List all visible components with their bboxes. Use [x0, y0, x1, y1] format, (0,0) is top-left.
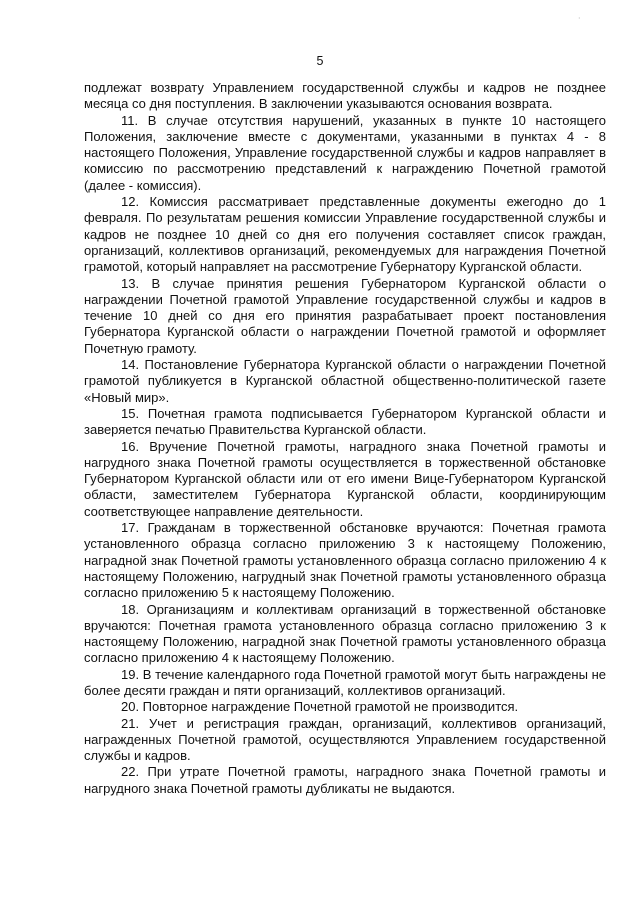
- document-body: [84, 80, 606, 797]
- paragraph-17: 17. Гражданам в торжественной обстановке вручаются: Почетная грамота установленного образца согласно приложению 3 к настоящему Положению, наградной знак Почетной грамоты установленного образца согласно приложению 4 к настоящему Положению, нагрудный знак Почетной грамоты установленного образца согласно приложению 5 к настоящему Положению.: [84, 520, 606, 601]
- paragraph-16: 16. Вручение Почетной грамоты, наградного знака Почетной грамоты и нагрудного знака Почетной грамоты осуществляется в торжественной обстановке Губернатором Курганской области или от его имени Вице-Губернатором Курганской области, заместителем Губернатора Курганской области, координирующим соответствующее направление деятельности.: [84, 438, 606, 519]
- paragraph-11: 11. В случае отсутствия нарушений, указанных в пункте 10 настоящего Положения, заключение вместе с документами, указанными в пунктах 4 - 8 настоящего Положения, Управление государственной службы и кадров направляет в комиссию по рассмотрению представлений к награждению Почетной грамотой (далее - комиссия).: [84, 112, 606, 193]
- page-number: 5: [316, 54, 324, 68]
- paragraph-12: 12. Комиссия рассматривает представленные документы ежегодно до 1 февраля. По результатам решения комиссии Управление государственной службы и кадров не позднее 10 дней со дня его получения составляет список граждан, организаций, коллективов организаций, рекомендуемых для награждения Почетной грамотой, который направляет на рассмотрение Губернатору Курганской области.: [84, 194, 606, 275]
- paragraph-22: 22. При утрате Почетной грамоты, наградного знака Почетной грамоты и нагрудного знака Почетной грамоты дубликаты не выдаются.: [84, 764, 606, 796]
- paragraph-14: 14. Постановление Губернатора Курганской области о награждении Почетной грамотой публикуется в Курганской областной общественно-политической газете «Новый мир».: [84, 357, 606, 405]
- paragraph-20: 20. Повторное награждение Почетной грамотой не производится.: [121, 699, 519, 715]
- corner-mark: ·: [578, 14, 581, 23]
- paragraph-15: 15. Почетная грамота подписывается Губернатором Курганской области и заверяется печатью Правительства Курганской области.: [84, 405, 606, 438]
- paragraph-21: 21. Учет и регистрация граждан, организаций, коллективов организаций, награжденных Почетной грамотой, осуществляются Управлением государственной службы и кадров.: [84, 715, 606, 764]
- paragraph-18: 18. Организациям и коллективам организаций в торжественной обстановке вручаются: Почетная грамота установленного образца согласно приложению 3 к настоящему Положению, наградной знак Почетной грамоты установленного образца согласно приложению 4 к настоящему Положению.: [84, 601, 606, 666]
- paragraph-13: 13. В случае принятия решения Губернатором Курганской области о награждении Почетной грамотой Управление государственной службы и кадров в течение 10 дней со дня его принятия разрабатывает проект постановления Губернатора Курганской области о награждении Почетной грамотой и оформляет Почетную грамоту.: [84, 275, 606, 356]
- paragraph-continuation: подлежат возврату Управлением государственной службы и кадров не позднее месяца со дня поступления. В заключении указываются основания возврата.: [84, 80, 606, 112]
- paragraph-19: 19. В течение календарного года Почетной грамотой могут быть награждены не более десяти граждан и пяти организаций, коллективов организаций.: [84, 666, 606, 698]
